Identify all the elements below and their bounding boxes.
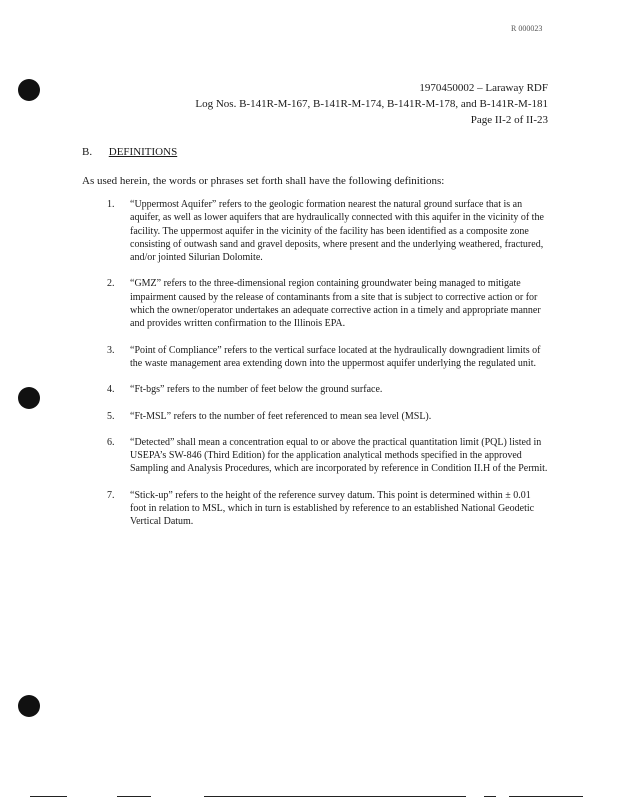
definition-text: “Ft-MSL” refers to the number of feet referenced to mean sea level (MSL).: [130, 410, 432, 422]
footer-rule: [509, 796, 583, 797]
definition-number: 1.: [107, 199, 115, 210]
definition-item: [107, 489, 549, 529]
definition-text: “Ft-bgs” refers to the number of feet below the ground surface.: [130, 384, 383, 396]
definition-text: “Stick-up” refers to the height of the reference survey datum. This point is determined within ± 0.01 foot in relation to MSL, which in turn is established by reference to an established National Geodetic Vertical Datum.: [130, 489, 535, 528]
header-permit-line: 1970450002 – Laraway RDF: [419, 82, 548, 94]
punch-hole-middle: [18, 387, 40, 409]
definition-number: 2.: [107, 278, 115, 290]
definition-item: [107, 383, 549, 396]
footer-rule: [30, 796, 67, 797]
section-title: DEFINITIONS: [108, 146, 178, 158]
section-heading: [82, 146, 177, 158]
definition-text: “Detected” shall mean a concentration equal to or above the practical quantitation limit (PQL) listed in USEPA’s SW-846 (Third Edition) for the application analytical methods specified in the approved Sampling and Analysis Procedures, which are incorporated by reference in Condition II.H of the Permit.: [130, 436, 548, 475]
punch-hole-top: [18, 79, 40, 101]
footer-rule: [204, 796, 466, 797]
definition-text: “GMZ” refers to the three-dimensional region containing groundwater being managed to mitigate impairment caused by the release of contaminants from a site that is subject to corrective action or for which the owner/operator undertakes an adequate corrective action in a timely and appropriate manner and provides written confirmation to the Illinois EPA.: [130, 278, 541, 330]
definition-item: [107, 198, 549, 264]
punch-hole-bottom: [18, 695, 40, 717]
bates-number: R 000023: [511, 24, 543, 33]
section-number: B.: [82, 146, 93, 158]
definition-text: “Uppermost Aquifer” refers to the geologic formation nearest the natural ground surface that is an aquifer, as well as lower aquifers that are hydraulically connected with this aquifer in the vicinity of the facility. The uppermost aquifer in the vicinity of the facility has been identified as a composite zone consisting of outwash sand and gravel deposits, where present and the underlying weathered, fractured, and/or jointed Silurian Dolomite.: [130, 199, 544, 264]
footer-rule: [484, 796, 496, 797]
footer-rule: [117, 796, 151, 797]
page-header: [128, 80, 548, 128]
definition-item: [107, 277, 549, 330]
definition-item: [107, 436, 549, 476]
header-log-numbers: Log Nos. B-141R-M-167, B-141R-M-174, B-141R-M-178, and B-141R-M-181: [195, 98, 548, 110]
definition-number: 4.: [107, 384, 115, 396]
definition-number: 6.: [107, 436, 115, 448]
definition-item: [107, 410, 549, 423]
intro-paragraph: As used herein, the words or phrases set forth shall have the following definitions:: [82, 175, 445, 187]
definition-number: 7.: [107, 489, 115, 501]
definitions-list: [107, 198, 549, 542]
definition-number: 3.: [107, 344, 115, 356]
definition-text: “Point of Compliance” refers to the vertical surface located at the hydraulically downgradient limits of the waste management area extending down into the uppermost aquifer underlying the regulated unit.: [130, 344, 541, 369]
definition-item: [107, 344, 549, 371]
header-page-number: Page II-2 of II-23: [470, 114, 548, 126]
definition-number: 5.: [107, 410, 115, 422]
